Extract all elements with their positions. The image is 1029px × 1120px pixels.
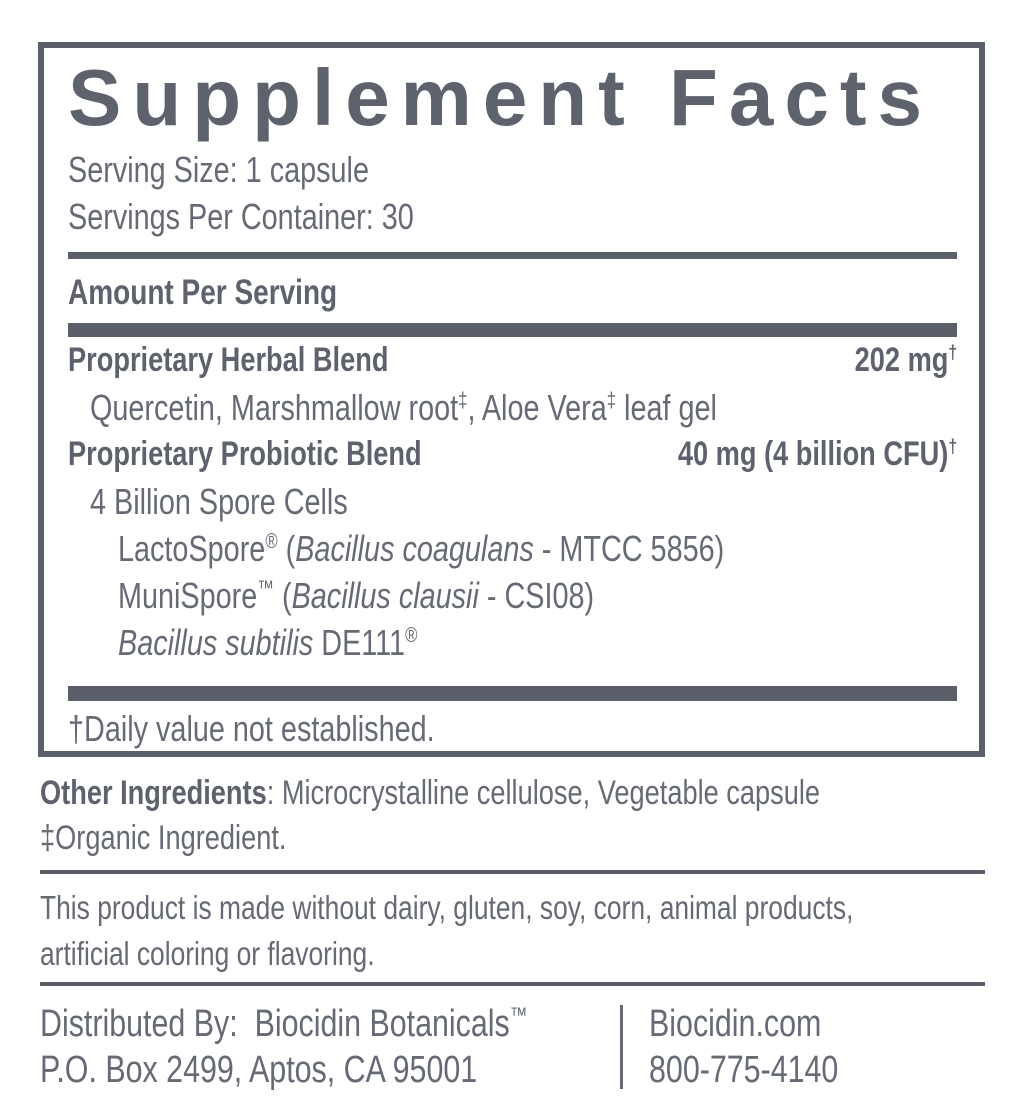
phone-number: 800-775-4140	[649, 1049, 839, 1091]
other-ingredients-label: Other Ingredients	[40, 774, 267, 812]
strain-row: Bacillus subtilis DE111®	[118, 622, 418, 663]
servings-per-container: Servings Per Container: 30	[68, 196, 414, 237]
separator-bar-thick	[68, 323, 957, 337]
strain-row: MuniSpore™ (Bacillus clausii - CSI08)	[118, 575, 595, 616]
strain-row: LactoSpore® (Bacillus coagulans - MTCC 5856)	[118, 528, 725, 569]
dagger-mark: †	[948, 435, 957, 458]
panel-title: Supplement Facts	[68, 53, 934, 142]
supplement-facts-panel	[38, 42, 985, 757]
organic-ingredient-footnote: ‡Organic Ingredient.	[40, 819, 287, 857]
species-name: Bacillus clausii	[291, 575, 479, 616]
distributor-section	[40, 1001, 985, 1093]
horizontal-rule	[40, 870, 985, 874]
double-dagger-mark: ‡	[458, 389, 468, 412]
distributor-address: P.O. Box 2499, Aptos, CA 95001	[40, 1049, 478, 1091]
other-ingredients-line: Other Ingredients: Microcrystalline cellulose, Vegetable capsule	[40, 774, 821, 812]
below-panel-section	[40, 771, 985, 1093]
herbal-blend-amount: 202 mg†	[854, 341, 957, 379]
species-name: Bacillus subtilis	[118, 622, 314, 663]
spore-cells-line: 4 Billion Spore Cells	[90, 481, 348, 522]
website: Biocidin.com	[649, 1003, 822, 1045]
herbal-blend-row	[68, 337, 957, 384]
separator-bar-thin	[68, 252, 957, 259]
horizontal-rule	[40, 982, 985, 986]
serving-size: Serving Size: 1 capsule	[68, 149, 369, 190]
registered-mark: ®	[265, 530, 278, 553]
allergen-line: This product is made without dairy, gluten, soy, corn, animal products,	[40, 889, 854, 926]
herbal-blend-ingredients: Quercetin, Marshmallow root‡, Aloe Vera‡ leaf gel	[90, 387, 717, 428]
dagger-mark: †	[948, 341, 957, 364]
probiotic-blend-amount: 40 mg (4 billion CFU)†	[677, 435, 957, 473]
serving-info	[68, 146, 957, 240]
distributor-info	[40, 1001, 620, 1093]
contact-info	[623, 1001, 886, 1093]
registered-mark: ®	[405, 624, 418, 647]
trademark-mark: ™	[509, 1002, 528, 1028]
probiotic-blend-name: Proprietary Probiotic Blend	[68, 435, 422, 473]
allergen-statement	[40, 885, 985, 977]
daily-value-footnote: †Daily value not established.	[68, 708, 435, 749]
trademark-mark: ™	[257, 577, 274, 600]
double-dagger-mark: ‡	[606, 389, 617, 412]
probiotic-blend-row	[68, 431, 957, 478]
allergen-line: artificial coloring or flavoring.	[40, 935, 375, 972]
distributed-by-line: Distributed By: Biocidin Botanicals™	[40, 1002, 528, 1045]
separator-bar-thick	[68, 686, 957, 701]
herbal-blend-name: Proprietary Herbal Blend	[68, 341, 389, 379]
amount-per-serving-header: Amount Per Serving	[68, 273, 338, 312]
species-name: Bacillus coagulans	[295, 528, 534, 569]
